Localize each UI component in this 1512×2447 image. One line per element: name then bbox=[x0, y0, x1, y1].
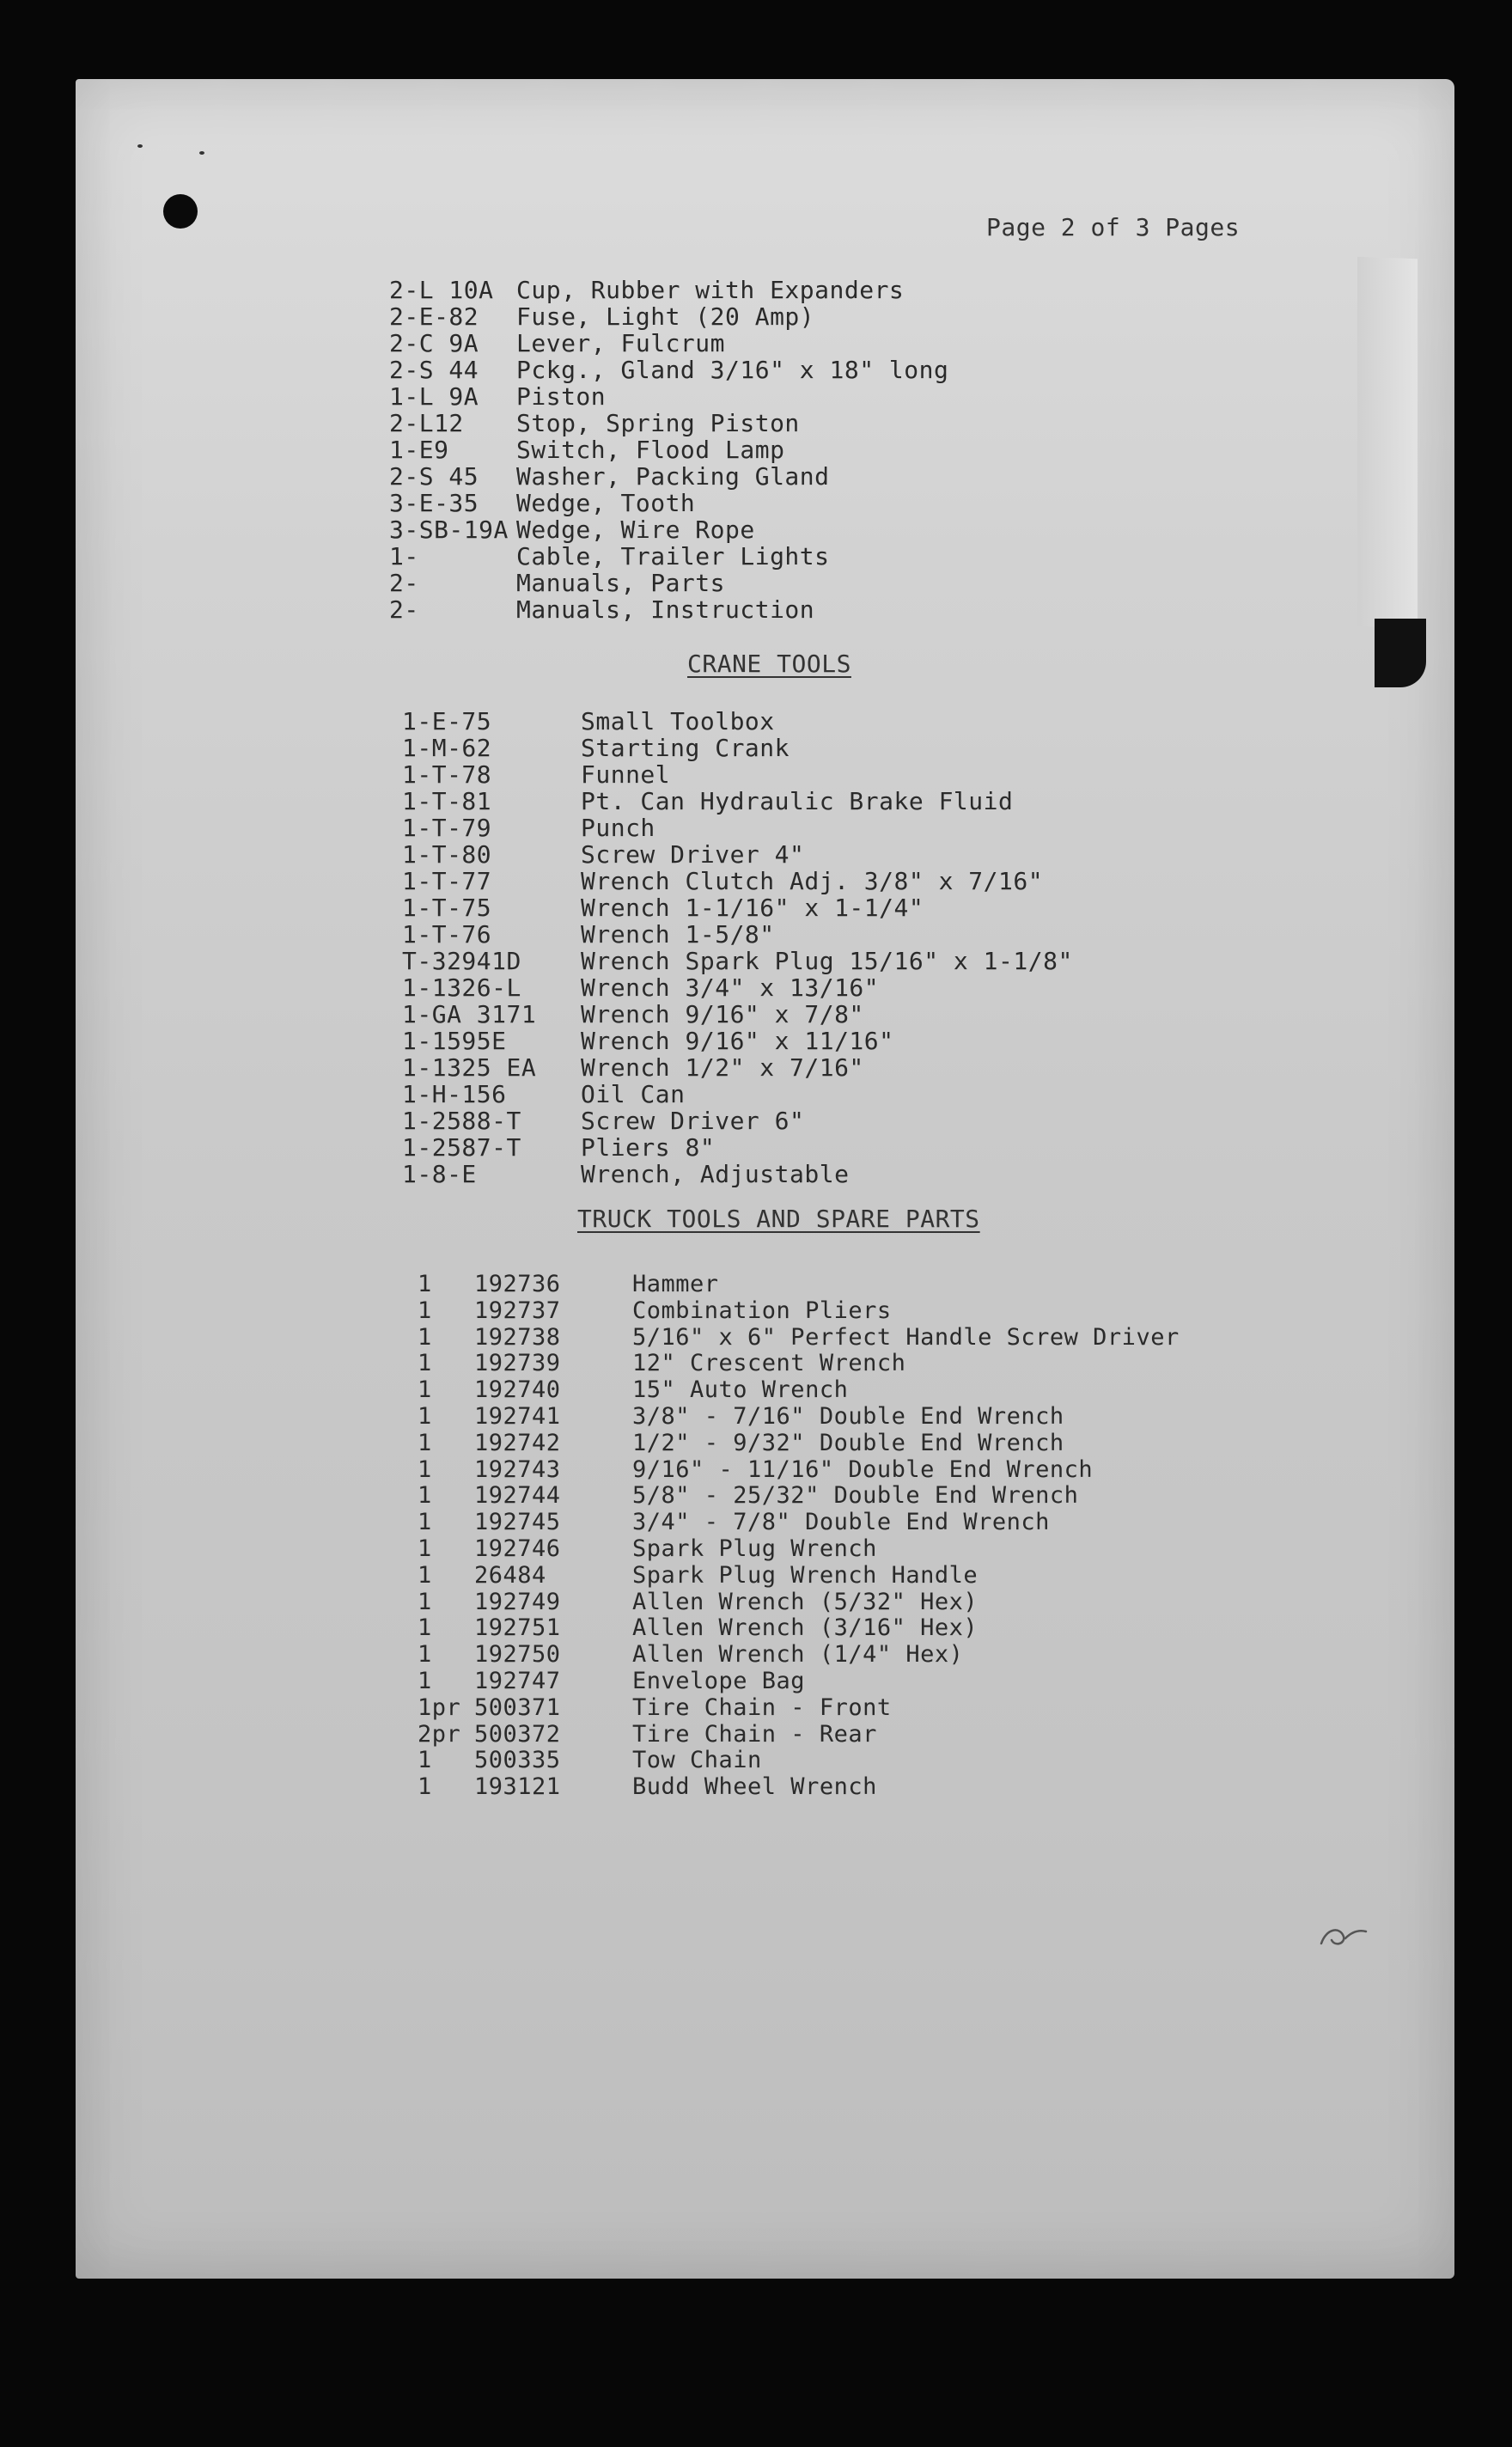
tool-code: 1-M-62 bbox=[402, 734, 492, 762]
list-item bbox=[402, 788, 1073, 815]
list-item bbox=[418, 1669, 1180, 1695]
tool-code: 1-T-79 bbox=[402, 814, 492, 842]
item-part-number: 192740 bbox=[474, 1376, 561, 1404]
item-description: Hammer bbox=[632, 1271, 719, 1297]
tool-description: Wrench Clutch Adj. 3/8" x 7/16" bbox=[581, 867, 1044, 895]
list-item bbox=[418, 1695, 1180, 1722]
list-item bbox=[418, 1483, 1180, 1510]
item-description: 5/16" x 6" Perfect Handle Screw Driver bbox=[632, 1323, 1180, 1351]
item-quantity: 1 bbox=[418, 1588, 432, 1615]
list-item bbox=[418, 1748, 1180, 1774]
item-part-number: 192737 bbox=[474, 1297, 561, 1324]
part-description: Switch, Flood Lamp bbox=[516, 436, 785, 464]
item-description: 1/2" - 9/32" Double End Wrench bbox=[632, 1429, 1064, 1456]
part-code: 2-E-82 bbox=[389, 302, 479, 331]
dust-speck bbox=[137, 144, 143, 148]
list-item bbox=[389, 330, 948, 357]
tool-code: 1-GA 3171 bbox=[402, 1000, 537, 1028]
item-description: 3/8" - 7/16" Double End Wrench bbox=[632, 1402, 1064, 1430]
part-code: 1- bbox=[389, 542, 419, 571]
list-item bbox=[402, 974, 1073, 1001]
part-code: 3-E-35 bbox=[389, 489, 479, 517]
part-code: 2- bbox=[389, 569, 419, 597]
item-description: 12" Crescent Wrench bbox=[632, 1350, 906, 1377]
item-description: Tire Chain - Rear bbox=[632, 1720, 877, 1748]
item-description: Tire Chain - Front bbox=[632, 1693, 892, 1721]
part-code: 2-L12 bbox=[389, 409, 464, 437]
list-item bbox=[389, 463, 948, 490]
list-item bbox=[418, 1298, 1180, 1325]
list-item bbox=[402, 921, 1073, 948]
list-item bbox=[402, 735, 1073, 761]
list-item bbox=[389, 410, 948, 436]
item-part-number: 193121 bbox=[474, 1773, 561, 1801]
list-item bbox=[418, 1431, 1180, 1457]
item-description: Allen Wrench (1/4" Hex) bbox=[632, 1641, 964, 1669]
item-part-number: 192739 bbox=[474, 1350, 561, 1377]
tool-code: 1-2587-T bbox=[402, 1133, 521, 1162]
item-quantity: 1 bbox=[418, 1641, 432, 1669]
item-part-number: 192747 bbox=[474, 1667, 561, 1694]
tool-code: 1-T-78 bbox=[402, 760, 492, 789]
list-item bbox=[402, 1161, 1073, 1187]
item-quantity: 1 bbox=[418, 1429, 432, 1456]
item-description: 15" Auto Wrench bbox=[632, 1376, 849, 1404]
list-item bbox=[402, 948, 1073, 974]
item-quantity: 1 bbox=[418, 1350, 432, 1377]
item-quantity: 1 bbox=[418, 1747, 432, 1774]
tool-code: 1-2588-T bbox=[402, 1107, 521, 1135]
list-item bbox=[402, 1134, 1073, 1161]
part-code: 1-E9 bbox=[389, 436, 449, 464]
item-quantity: 1 bbox=[418, 1667, 432, 1694]
truck-tools-heading: TRUCK TOOLS AND SPARE PARTS bbox=[577, 1205, 980, 1233]
tool-description: Small Toolbox bbox=[581, 707, 775, 735]
list-item bbox=[402, 868, 1073, 894]
item-description: 5/8" - 25/32" Double End Wrench bbox=[632, 1482, 1079, 1510]
punch-hole bbox=[163, 194, 198, 229]
list-item bbox=[389, 596, 948, 623]
list-item bbox=[418, 1325, 1180, 1352]
list-item bbox=[389, 516, 948, 543]
item-part-number: 26484 bbox=[474, 1561, 546, 1589]
tool-code: 1-T-80 bbox=[402, 840, 492, 869]
part-description: Fuse, Light (20 Amp) bbox=[516, 302, 815, 331]
tool-description: Oil Can bbox=[581, 1080, 686, 1108]
tool-code: 1-T-76 bbox=[402, 920, 492, 949]
list-item bbox=[418, 1642, 1180, 1669]
tool-description: Pt. Can Hydraulic Brake Fluid bbox=[581, 787, 1014, 815]
tool-description: Funnel bbox=[581, 760, 671, 789]
part-description: Stop, Spring Piston bbox=[516, 409, 800, 437]
part-code: 3-SB-19A bbox=[389, 516, 509, 544]
item-part-number: 192736 bbox=[474, 1271, 561, 1297]
part-description: Wedge, Wire Rope bbox=[516, 516, 755, 544]
pencil-mark-icon bbox=[1314, 1919, 1375, 1954]
item-quantity: 1 bbox=[418, 1561, 432, 1589]
crane-tools-heading: CRANE TOOLS bbox=[687, 650, 851, 678]
item-quantity: 1 bbox=[418, 1535, 432, 1562]
list-item bbox=[418, 1536, 1180, 1563]
tool-code: 1-1326-L bbox=[402, 973, 521, 1002]
item-quantity: 1 bbox=[418, 1271, 432, 1297]
paper-edge-shadow bbox=[1375, 619, 1426, 687]
tool-description: Screw Driver 4" bbox=[581, 840, 805, 869]
list-item bbox=[389, 383, 948, 410]
item-quantity: 1pr bbox=[418, 1693, 461, 1721]
item-quantity: 1 bbox=[418, 1323, 432, 1351]
tool-code: 1-1595E bbox=[402, 1027, 507, 1055]
list-item bbox=[402, 1108, 1073, 1134]
list-item bbox=[402, 1001, 1073, 1028]
tool-code: T-32941D bbox=[402, 947, 521, 975]
part-description: Pckg., Gland 3/16" x 18" long bbox=[516, 356, 949, 384]
list-item bbox=[402, 894, 1073, 921]
item-part-number: 192745 bbox=[474, 1509, 561, 1536]
page-number: Page 2 of 3 Pages bbox=[986, 213, 1241, 241]
list-item bbox=[418, 1615, 1180, 1642]
item-part-number: 192750 bbox=[474, 1641, 561, 1669]
part-code: 2-S 44 bbox=[389, 356, 479, 384]
list-item bbox=[402, 1028, 1073, 1054]
list-item bbox=[418, 1563, 1180, 1590]
item-quantity: 1 bbox=[418, 1297, 432, 1324]
item-part-number: 192743 bbox=[474, 1455, 561, 1483]
list-item bbox=[389, 357, 948, 383]
item-description: Spark Plug Wrench bbox=[632, 1535, 877, 1562]
list-item bbox=[402, 1054, 1073, 1081]
tool-description: Wrench 1-1/16" x 1-1/4" bbox=[581, 894, 924, 922]
part-description: Piston bbox=[516, 382, 607, 411]
item-quantity: 1 bbox=[418, 1376, 432, 1404]
item-quantity: 2pr bbox=[418, 1720, 461, 1748]
list-item bbox=[418, 1590, 1180, 1616]
item-quantity: 1 bbox=[418, 1614, 432, 1642]
list-item bbox=[418, 1774, 1180, 1801]
tool-description: Screw Driver 6" bbox=[581, 1107, 805, 1135]
list-item bbox=[389, 436, 948, 463]
item-description: Tow Chain bbox=[632, 1747, 762, 1774]
part-description: Washer, Packing Gland bbox=[516, 462, 830, 491]
dust-speck bbox=[199, 151, 204, 155]
tool-description: Starting Crank bbox=[581, 734, 790, 762]
tool-description: Punch bbox=[581, 814, 655, 842]
tool-description: Wrench, Adjustable bbox=[581, 1160, 850, 1188]
list-item bbox=[389, 303, 948, 330]
tool-description: Wrench 1/2" x 7/16" bbox=[581, 1053, 864, 1082]
part-code: 2-L 10A bbox=[389, 276, 494, 304]
part-description: Lever, Fulcrum bbox=[516, 329, 726, 357]
item-quantity: 1 bbox=[418, 1402, 432, 1430]
tool-description: Pliers 8" bbox=[581, 1133, 716, 1162]
part-code: 2-S 45 bbox=[389, 462, 479, 491]
part-description: Manuals, Parts bbox=[516, 569, 726, 597]
tool-code: 1-T-75 bbox=[402, 894, 492, 922]
tool-description: Wrench 1-5/8" bbox=[581, 920, 775, 949]
list-item bbox=[402, 708, 1073, 735]
list-item bbox=[418, 1404, 1180, 1431]
list-item bbox=[389, 570, 948, 596]
item-quantity: 1 bbox=[418, 1509, 432, 1536]
list-item bbox=[402, 815, 1073, 841]
tool-code: 1-E-75 bbox=[402, 707, 492, 735]
list-item bbox=[418, 1351, 1180, 1377]
item-quantity: 1 bbox=[418, 1773, 432, 1801]
item-description: Allen Wrench (5/32" Hex) bbox=[632, 1588, 979, 1615]
list-item bbox=[402, 841, 1073, 868]
item-part-number: 500372 bbox=[474, 1720, 561, 1748]
item-part-number: 192749 bbox=[474, 1588, 561, 1615]
item-description: 9/16" - 11/16" Double End Wrench bbox=[632, 1455, 1094, 1483]
list-item bbox=[418, 1457, 1180, 1484]
part-description: Manuals, Instruction bbox=[516, 595, 815, 624]
tool-code: 1-T-81 bbox=[402, 787, 492, 815]
truck-tools-list bbox=[418, 1272, 1180, 1801]
part-code: 2- bbox=[389, 595, 419, 624]
item-part-number: 500371 bbox=[474, 1693, 561, 1721]
tool-code: 1-T-77 bbox=[402, 867, 492, 895]
tool-description: Wrench 9/16" x 7/8" bbox=[581, 1000, 864, 1028]
list-item bbox=[402, 1081, 1073, 1108]
tool-description: Wrench Spark Plug 15/16" x 1-1/8" bbox=[581, 947, 1073, 975]
item-description: Allen Wrench (3/16" Hex) bbox=[632, 1614, 979, 1642]
item-description: Envelope Bag bbox=[632, 1667, 806, 1694]
parts-list bbox=[389, 277, 948, 623]
part-description: Cable, Trailer Lights bbox=[516, 542, 830, 571]
tool-code: 1-8-E bbox=[402, 1160, 477, 1188]
list-item bbox=[418, 1510, 1180, 1536]
list-item bbox=[402, 761, 1073, 788]
item-description: Combination Pliers bbox=[632, 1297, 892, 1324]
item-part-number: 500335 bbox=[474, 1747, 561, 1774]
part-code: 1-L 9A bbox=[389, 382, 479, 411]
list-item bbox=[389, 277, 948, 303]
list-item bbox=[418, 1722, 1180, 1748]
list-item bbox=[389, 490, 948, 516]
tool-code: 1-H-156 bbox=[402, 1080, 507, 1108]
item-quantity: 1 bbox=[418, 1482, 432, 1510]
part-description: Cup, Rubber with Expanders bbox=[516, 276, 905, 304]
item-description: Spark Plug Wrench Handle bbox=[632, 1561, 979, 1589]
tool-code: 1-1325 EA bbox=[402, 1053, 537, 1082]
tool-description: Wrench 9/16" x 11/16" bbox=[581, 1027, 894, 1055]
item-description: 3/4" - 7/8" Double End Wrench bbox=[632, 1509, 1050, 1536]
item-part-number: 192744 bbox=[474, 1482, 561, 1510]
item-part-number: 192738 bbox=[474, 1323, 561, 1351]
item-part-number: 192746 bbox=[474, 1535, 561, 1562]
item-quantity: 1 bbox=[418, 1455, 432, 1483]
list-item bbox=[389, 543, 948, 570]
item-part-number: 192741 bbox=[474, 1402, 561, 1430]
paper-fold bbox=[1357, 257, 1418, 628]
item-part-number: 192751 bbox=[474, 1614, 561, 1642]
crane-tools-list bbox=[402, 708, 1073, 1187]
part-description: Wedge, Tooth bbox=[516, 489, 696, 517]
part-code: 2-C 9A bbox=[389, 329, 479, 357]
list-item bbox=[418, 1377, 1180, 1404]
tool-description: Wrench 3/4" x 13/16" bbox=[581, 973, 880, 1002]
list-item bbox=[418, 1272, 1180, 1298]
item-part-number: 192742 bbox=[474, 1429, 561, 1456]
item-description: Budd Wheel Wrench bbox=[632, 1773, 877, 1801]
